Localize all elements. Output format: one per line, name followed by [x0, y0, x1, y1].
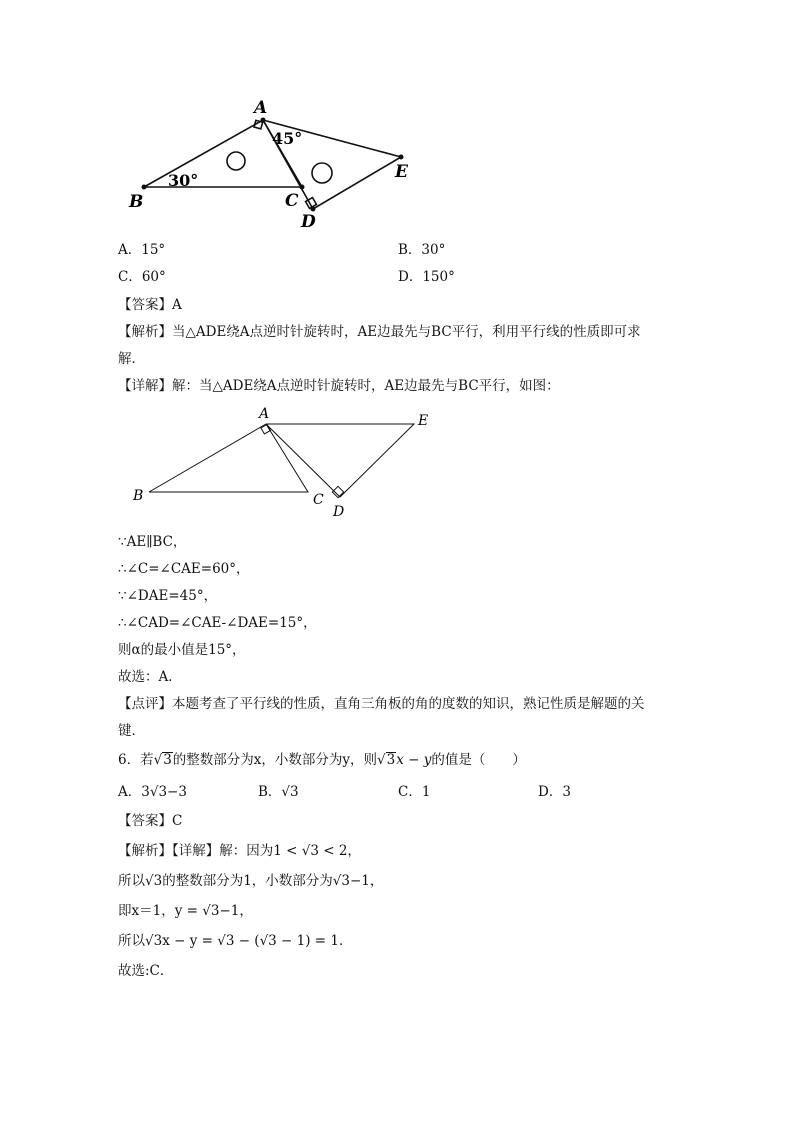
- fig2-label-B: B: [133, 488, 144, 504]
- label-A: A: [254, 98, 268, 118]
- analysis-q5-line1: 【解析】当△ADE绕A点逆时针旋转时，AE边最先与BC平行，利用平行线的性质即可求: [118, 324, 641, 340]
- q6-stem-mid: 的整数部分为x，小数部分为y，则: [172, 752, 378, 768]
- analysis-q6-line2: 所以√3的整数部分为1，小数部分为√3−1，: [118, 873, 384, 889]
- angle-45-label: 45°: [272, 129, 303, 148]
- q6-option-a-value: 3√3−3: [141, 784, 187, 800]
- q6-option-a: [118, 783, 187, 801]
- q6-option-b-label: B．: [258, 784, 282, 800]
- analysis-q6-line3: 即x＝1，y = √3−1，: [118, 903, 253, 919]
- sqrt-icon: √: [153, 752, 163, 768]
- angle-30-label: 30°: [168, 171, 199, 190]
- comment-q5-line2: 键．: [118, 723, 145, 739]
- analysis-q6-line1: 【解析】【详解】解：因为1 < √3 < 2，: [118, 843, 361, 859]
- step-6: 故选：A．: [118, 669, 182, 685]
- option-a: A．15°: [118, 242, 166, 258]
- q6-stem-end: 的值是（ ）: [431, 752, 526, 768]
- step-4: ∴∠CAD=∠CAE-∠DAE=15°，: [118, 615, 317, 631]
- q6-option-b: [258, 783, 299, 801]
- step-1: ∵AE∥BC，: [118, 534, 187, 550]
- figure-parallel-rotation: [0, 400, 794, 530]
- label-C: C: [285, 191, 299, 211]
- q6-radicand-2: 3: [386, 752, 396, 768]
- sqrt-icon: √: [377, 752, 386, 768]
- fig2-label-E: E: [418, 413, 429, 429]
- analysis-q5-line2: 解．: [118, 351, 145, 367]
- fig2-label-A: A: [259, 406, 270, 422]
- comment-q5-line1: 【点评】本题考查了平行线的性质，直角三角板的角的度数的知识，熟记性质是解题的关: [118, 696, 645, 712]
- answer-q5: 【答案】A: [118, 297, 182, 313]
- analysis-q6-line5: 故选:C．: [118, 963, 174, 979]
- step-2: ∴∠C=∠CAE=60°，: [118, 561, 250, 577]
- option-b: B．30°: [398, 242, 446, 258]
- answer-q6: 【答案】C: [118, 813, 183, 829]
- label-E: E: [395, 162, 408, 182]
- label-D: D: [301, 212, 316, 232]
- q6-option-d: D．3: [538, 784, 571, 800]
- option-d: D．150°: [398, 269, 455, 285]
- option-c: C．60°: [118, 269, 166, 285]
- q6-stem-prefix: 6．若: [118, 752, 154, 768]
- step-3: ∵∠DAE=45°，: [118, 588, 218, 604]
- figure-triangles-rotated: [0, 90, 794, 330]
- fig2-label-D: D: [333, 504, 345, 520]
- analysis-q6-line4: 所以√3x − y = √3 − (√3 − 1) = 1．: [118, 933, 353, 949]
- fig2-label-C: C: [313, 492, 324, 508]
- detail-q5: 【详解】解：当△ADE绕A点逆时针旋转时，AE边最先与BC平行，如图：: [118, 378, 560, 394]
- q6-option-a-label: A．: [118, 784, 142, 800]
- label-B: B: [129, 192, 144, 212]
- q6-option-b-value: √3: [281, 784, 299, 800]
- q6-radicand: 3: [163, 752, 172, 768]
- step-5: 则α的最小值是15°，: [118, 642, 246, 658]
- question-6-stem: 6．若√3的整数部分为x，小数部分为y，则√3x − y的值是（ ）: [118, 752, 526, 768]
- q6-option-c: C．1: [398, 784, 431, 800]
